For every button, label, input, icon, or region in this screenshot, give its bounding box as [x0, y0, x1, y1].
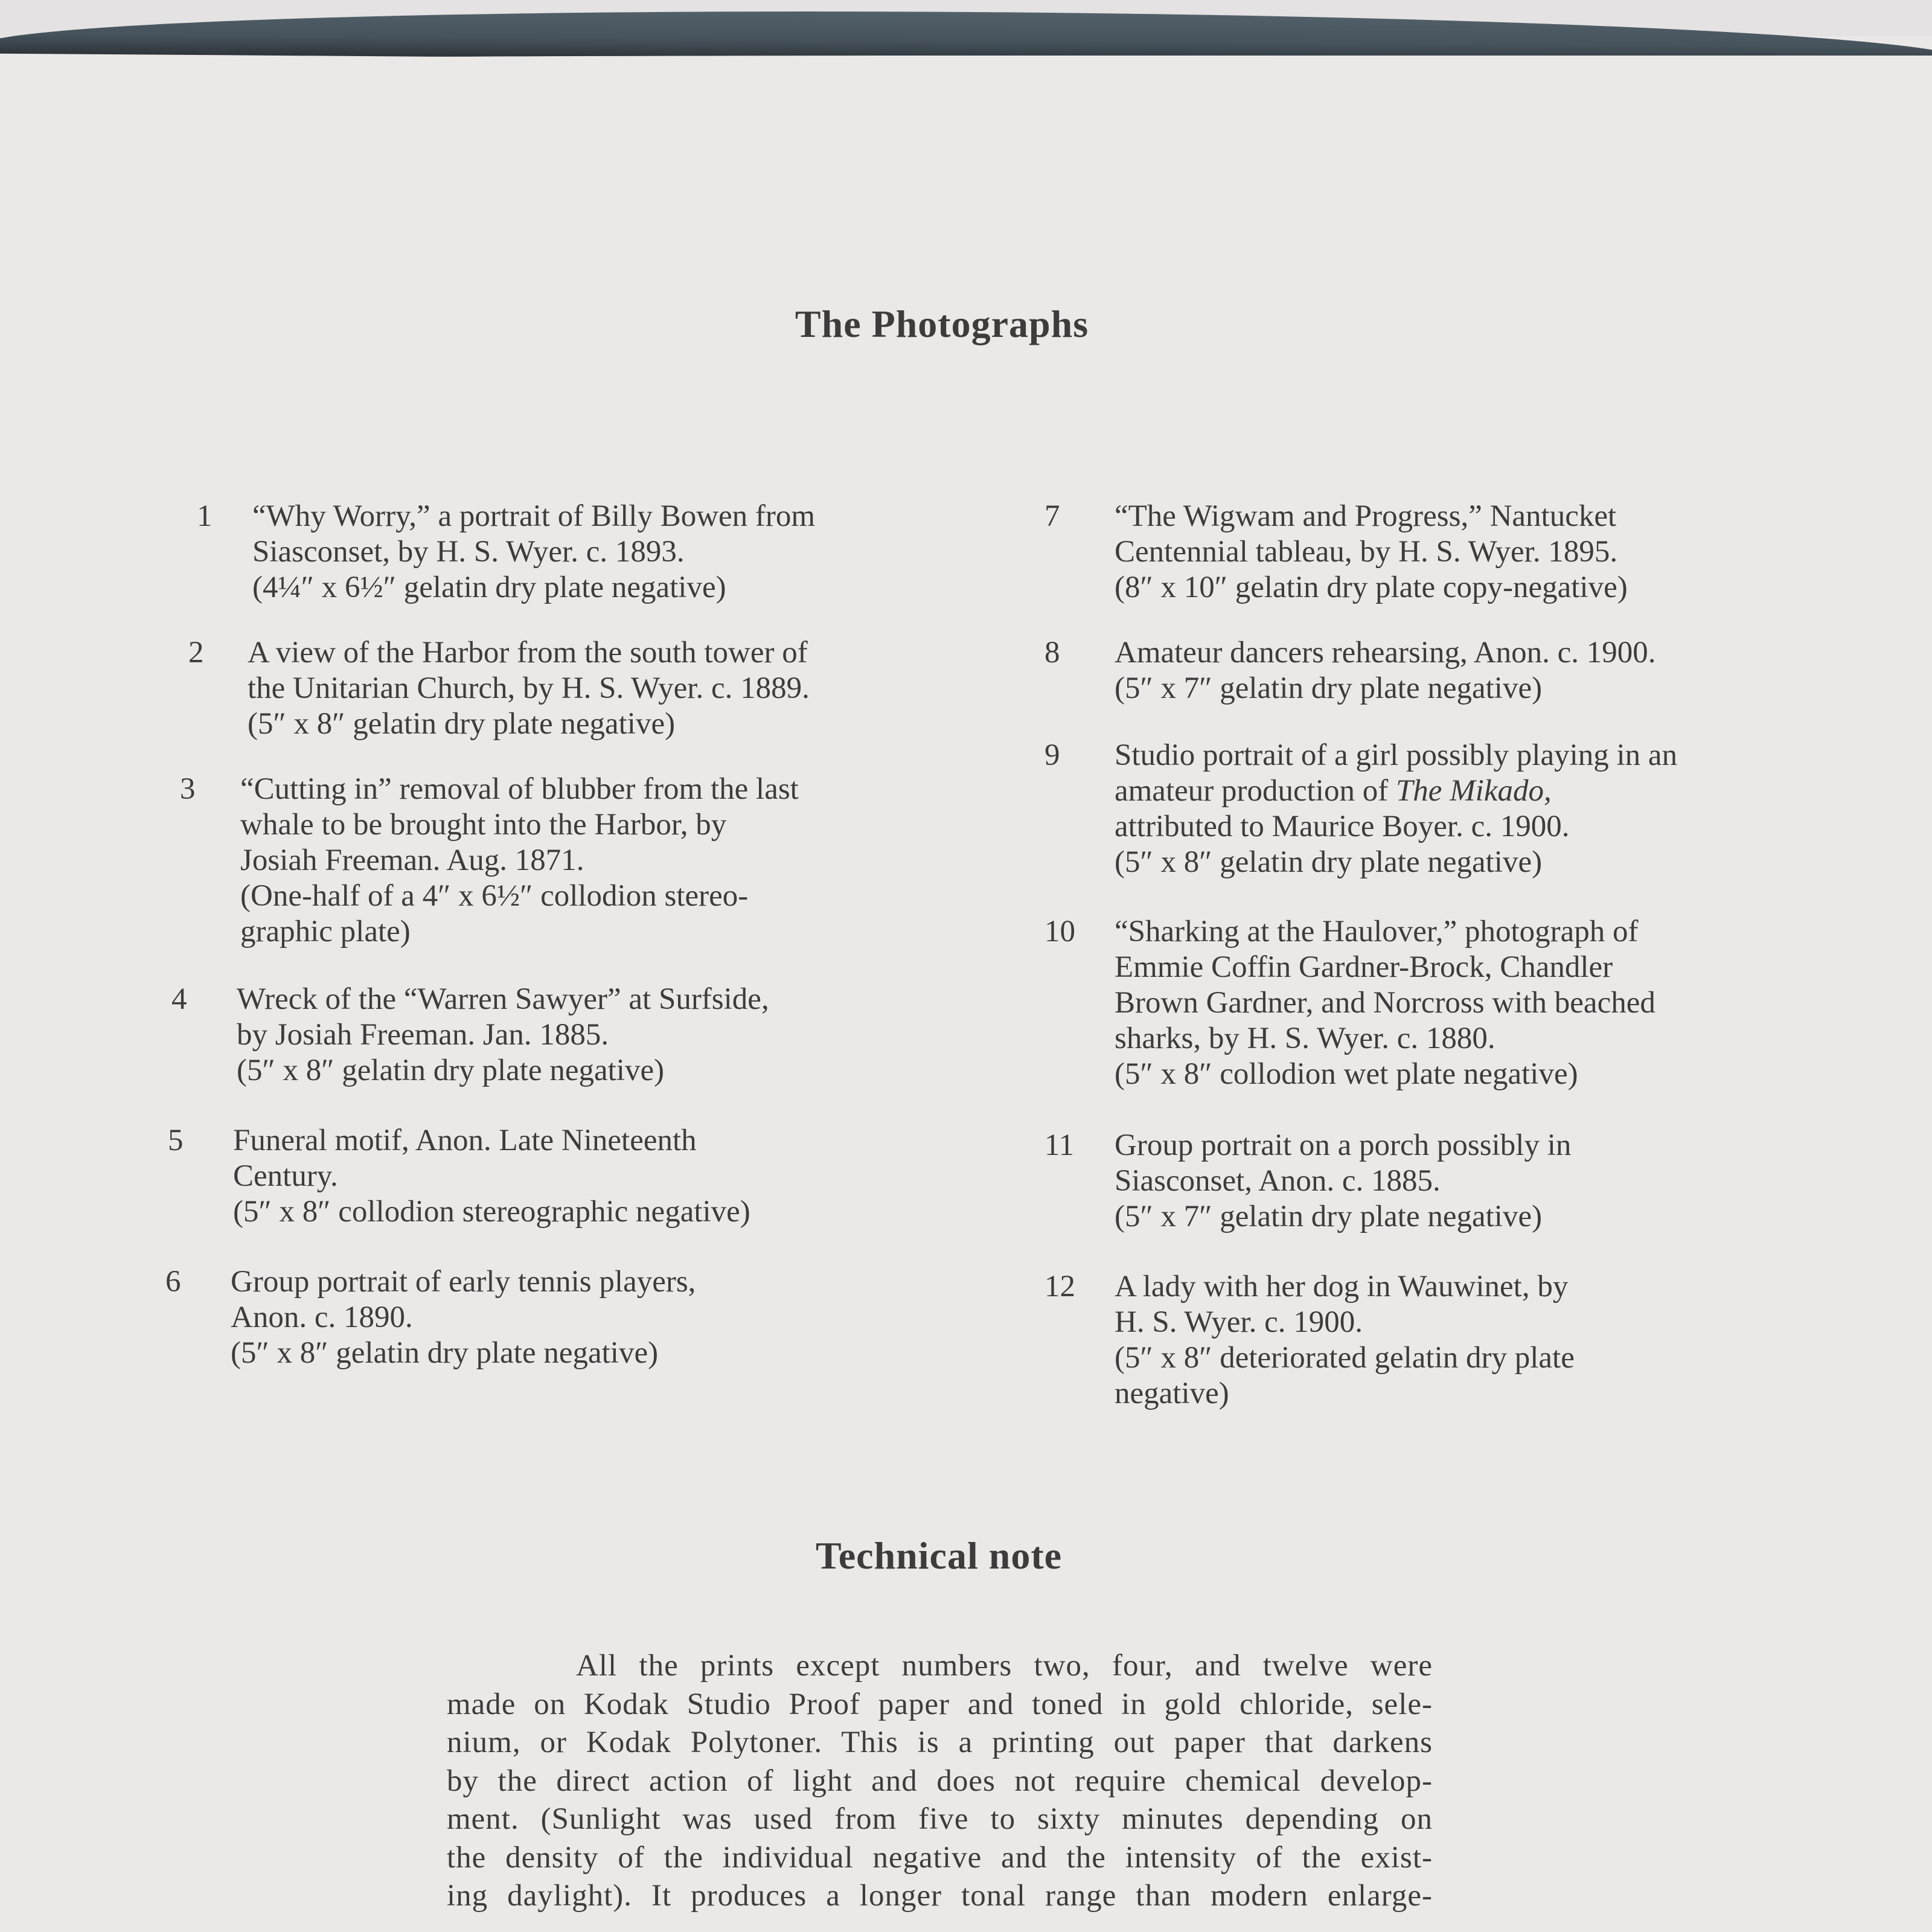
photograph-entry	[168, 1123, 750, 1230]
entry-line-text: negative)	[1115, 1377, 1229, 1410]
entry-line	[1115, 671, 1655, 706]
entry-number: 9	[1044, 738, 1060, 772]
entry-line	[231, 1335, 696, 1371]
entry-line	[1115, 570, 1628, 606]
entry-line-text: (5″ x 7″ gelatin dry plate negative)	[1115, 671, 1543, 705]
entry-number: 8	[1044, 636, 1060, 670]
paragraph-line: All the prints except numbers two, four, and twelve were	[576, 1649, 1433, 1683]
photograph-entry	[1044, 499, 1628, 606]
paragraph-line: made on Kodak Studio Proof paper and toned in gold chloride, sele-	[447, 1687, 1433, 1721]
entry-line-text: Funeral motif, Anon. Late Nineteenth	[233, 1124, 697, 1157]
photograph-entry	[197, 499, 815, 606]
entry-line-text: “Cutting in” removal of blubber from the last	[240, 772, 799, 806]
technical-note-paragraph	[447, 1647, 1433, 1916]
entry-line	[1115, 809, 1677, 845]
entry-line-text: graphic plate)	[240, 915, 411, 948]
entry-line	[240, 878, 799, 914]
photograph-entry	[180, 772, 799, 950]
entry-line	[248, 671, 810, 706]
entry-line-text: (5″ x 8″ collodion wet plate negative)	[1115, 1057, 1578, 1091]
entry-line	[1115, 845, 1677, 880]
entry-line	[1115, 1340, 1575, 1376]
entry-number: 7	[1044, 499, 1060, 533]
entry-line	[237, 1053, 769, 1089]
entry-line-text: Century.	[233, 1159, 338, 1193]
entry-line-text: (8″ x 10″ gelatin dry plate copy-negative)	[1115, 571, 1628, 604]
photograph-entry	[188, 635, 810, 742]
entry-line	[248, 635, 810, 671]
entry-line	[1115, 1376, 1575, 1412]
entry-number: 10	[1044, 915, 1075, 948]
entry-line-text: A view of the Harbor from the south tower of	[248, 636, 808, 670]
entry-line-text: Anon. c. 1890.	[231, 1300, 413, 1334]
photograph-entry	[1044, 738, 1677, 880]
entry-line	[237, 982, 769, 1017]
entry-line-text: (5″ x 8″ collodion stereographic negative)	[233, 1195, 750, 1229]
entry-number: 4	[171, 982, 187, 1016]
entry-line-text: H. S. Wyer. c. 1900.	[1115, 1305, 1363, 1339]
entry-line-text: Wreck of the “Warren Sawyer” at Surfside,	[237, 982, 769, 1016]
paragraph-line: nium, or Kodak Polytoner. This is a printing out paper that darkens	[447, 1726, 1433, 1759]
entry-line	[1115, 1199, 1571, 1235]
entry-line	[1115, 635, 1655, 671]
entry-line-text: “Why Worry,” a portrait of Billy Bowen from	[252, 499, 816, 533]
paragraph-line: ing daylight). It produces a longer tonal range than modern enlarge-	[447, 1879, 1433, 1913]
entry-line-text: “Sharking at the Haulover,” photograph of	[1115, 915, 1639, 948]
entry-line-text: Emmie Coffin Gardner-Brock, Chandler	[1115, 950, 1613, 984]
entry-line-text: Studio portrait of a girl possibly playing in an	[1115, 738, 1678, 772]
section-title-technical-note: Technical note	[815, 1534, 1063, 1577]
entry-line	[252, 499, 815, 534]
entry-line-text: Group portrait on a porch possibly in	[1115, 1128, 1572, 1162]
entry-line	[233, 1123, 750, 1159]
entry-italic-title: The Mikado,	[1395, 774, 1552, 808]
entry-number: 1	[197, 499, 213, 533]
entry-line-text: by Josiah Freeman. Jan. 1885.	[237, 1018, 609, 1052]
entry-line	[240, 807, 799, 843]
entry-line-text: amateur production of	[1115, 774, 1396, 808]
entry-line-text: “The Wigwam and Progress,” Nantucket	[1115, 499, 1617, 533]
entry-line	[1115, 1128, 1571, 1163]
entry-line	[1115, 1163, 1571, 1199]
entry-line	[1115, 534, 1628, 570]
entry-line	[1115, 1305, 1575, 1340]
entry-line	[233, 1159, 750, 1194]
paragraph-line: the density of the individual negative and the intensity of the exist-	[447, 1840, 1433, 1875]
photograph-entry	[165, 1264, 696, 1371]
entry-line	[231, 1300, 696, 1335]
entry-number: 11	[1044, 1128, 1075, 1162]
entry-line	[231, 1264, 696, 1300]
entry-line	[240, 914, 799, 950]
entry-line-text: (5″ x 8″ gelatin dry plate negative)	[231, 1336, 659, 1370]
entry-number: 6	[165, 1265, 181, 1299]
photograph-entry	[1044, 1128, 1571, 1235]
entry-line-text: attributed to Maurice Boyer. c. 1900.	[1115, 810, 1570, 843]
entry-line	[1115, 738, 1677, 773]
entry-line	[240, 843, 799, 878]
entry-line	[248, 706, 810, 742]
entry-line-text: Josiah Freeman. Aug. 1871.	[240, 843, 584, 877]
entry-line	[252, 534, 815, 570]
entry-line-text: (One-half of a 4″ x 6½″ collodion stereo-	[240, 879, 749, 913]
entry-line	[1115, 1021, 1655, 1057]
entry-line	[252, 570, 815, 606]
entry-line	[1115, 773, 1677, 809]
entry-line-text: (5″ x 8″ deteriorated gelatin dry plate	[1115, 1341, 1575, 1375]
entry-line-text: Amateur dancers rehearsing, Anon. c. 1900.	[1115, 636, 1656, 670]
entry-line-text: (5″ x 7″ gelatin dry plate negative)	[1115, 1200, 1543, 1233]
photograph-entry	[1044, 914, 1655, 1092]
entry-line-text: the Unitarian Church, by H. S. Wyer. c. 1889.	[248, 671, 810, 705]
entry-line	[237, 1017, 769, 1053]
entry-number: 2	[188, 636, 204, 670]
entry-line-text: (4¼″ x 6½″ gelatin dry plate negative)	[252, 571, 726, 604]
entry-line	[1115, 1269, 1575, 1305]
entry-line-text: sharks, by H. S. Wyer. c. 1880.	[1115, 1022, 1495, 1055]
section-title-photographs: The Photographs	[795, 302, 1089, 345]
photograph-entry	[1044, 635, 1655, 706]
entry-line-text: (5″ x 8″ gelatin dry plate negative)	[237, 1054, 665, 1087]
entry-line-text: Siasconset, by H. S. Wyer. c. 1893.	[252, 535, 685, 569]
entry-line	[1115, 950, 1655, 985]
entry-number: 3	[180, 772, 196, 806]
entry-line-text: whale to be brought into the Harbor, by	[240, 808, 727, 842]
entry-line	[1115, 914, 1655, 950]
entry-line	[1115, 1057, 1655, 1092]
entry-line-text: (5″ x 8″ gelatin dry plate negative)	[1115, 845, 1543, 879]
entry-line	[233, 1194, 750, 1230]
entry-number: 12	[1044, 1270, 1075, 1303]
photograph-entry	[171, 982, 769, 1089]
photograph-entry	[1044, 1269, 1575, 1412]
entry-line-text: Centennial tableau, by H. S. Wyer. 1895.	[1115, 535, 1618, 569]
entry-line	[1115, 985, 1655, 1021]
paragraph-line: ment. (Sunlight was used from five to sixty minutes depending on	[447, 1802, 1433, 1836]
entry-line-text: Brown Gardner, and Norcross with beached	[1115, 986, 1655, 1020]
entry-line	[1115, 499, 1628, 534]
paragraph-line: by the direct action of light and does not require chemical develop-	[447, 1764, 1433, 1798]
entry-number: 5	[168, 1124, 184, 1157]
entry-line	[240, 772, 799, 807]
entry-line-text: Siasconset, Anon. c. 1885.	[1115, 1164, 1441, 1198]
entry-line-text: (5″ x 8″ gelatin dry plate negative)	[248, 707, 676, 741]
entry-line-text: Group portrait of early tennis players,	[231, 1265, 696, 1299]
entry-line-text: A lady with her dog in Wauwinet, by	[1115, 1270, 1569, 1303]
